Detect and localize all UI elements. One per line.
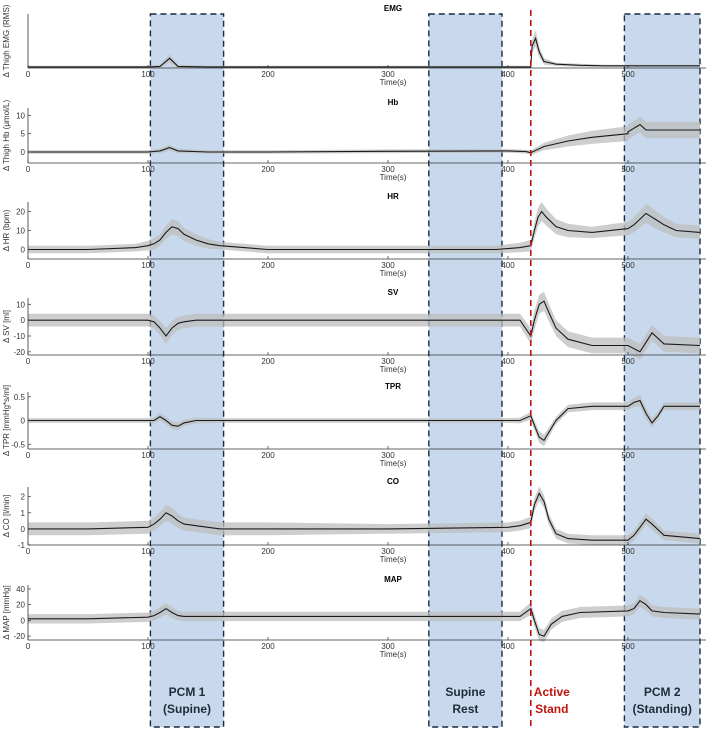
hb-ytick-label: 5 xyxy=(20,129,25,139)
map-ytick-label: 0 xyxy=(20,616,25,626)
hb-xtick-label: 0 xyxy=(25,165,31,174)
panel-hb xyxy=(2,98,706,182)
map-title: MAP xyxy=(384,575,402,584)
active-stand-label-line2: Stand xyxy=(535,702,569,716)
emg-ylabel: Δ Thigh EMG (RMS) xyxy=(2,4,11,78)
emg-xtick-label: 400 xyxy=(501,70,515,79)
emg-title: EMG xyxy=(383,4,403,13)
hr-xlabel: Time(s) xyxy=(379,269,407,278)
supine-rest-label-line1: Supine xyxy=(445,685,486,699)
co-ytick-label: 0 xyxy=(20,524,25,534)
panel-tpr xyxy=(2,382,706,468)
hb-xtick-label: 500 xyxy=(621,165,635,174)
pcm2-label-line1: PCM 2 xyxy=(643,685,681,699)
emg-xtick-label: 0 xyxy=(25,70,31,79)
co-ytick-label: -1 xyxy=(17,541,25,550)
hr-ylabel: Δ HR (bpm) xyxy=(2,209,11,252)
co-xlabel: Time(s) xyxy=(379,555,407,564)
emg-xlabel: Time(s) xyxy=(379,78,407,87)
emg-sd-area xyxy=(28,30,700,68)
map-ytick-label: -20 xyxy=(13,632,25,642)
tpr-xtick-label: 400 xyxy=(501,451,515,460)
tpr-xtick-label: 300 xyxy=(381,451,395,460)
co-xtick-label: 0 xyxy=(25,547,31,556)
hb-sd-area xyxy=(28,116,700,154)
sv-sd-area xyxy=(28,292,700,360)
sv-ylabel: Δ SV [ml] xyxy=(2,310,11,343)
map-ytick-label: 40 xyxy=(16,584,25,594)
sv-xtick-label: 300 xyxy=(381,357,395,366)
pcm1-label-line1: PCM 1 xyxy=(168,685,206,699)
tpr-xtick-label: 100 xyxy=(141,451,155,460)
tpr-xlabel: Time(s) xyxy=(379,459,407,468)
tpr-ytick-label: -0.5 xyxy=(11,440,25,450)
hb-ylabel: Δ Thigh Hb (μmol/L) xyxy=(2,99,11,172)
co-ylabel: Δ CO [l/min] xyxy=(2,494,11,538)
hb-ytick-label: 10 xyxy=(16,111,25,121)
panel-co xyxy=(2,477,706,564)
hr-xtick-label: 200 xyxy=(261,261,275,270)
emg-xtick-label: 500 xyxy=(621,70,635,79)
sv-title: SV xyxy=(387,288,399,297)
emg-xtick-label: 200 xyxy=(261,70,275,79)
hr-ytick-label: 10 xyxy=(16,226,25,236)
panel-hr xyxy=(2,192,706,278)
sv-ytick-label: -10 xyxy=(13,332,25,341)
sv-xtick-label: 400 xyxy=(501,357,515,366)
hr-xtick-label: 500 xyxy=(621,261,635,270)
map-xtick-label: 400 xyxy=(501,642,515,651)
period-labels xyxy=(163,685,692,716)
emg-xtick-label: 100 xyxy=(141,70,155,79)
hb-xlabel: Time(s) xyxy=(379,173,407,182)
map-xtick-label: 300 xyxy=(381,642,395,651)
map-sd-area xyxy=(28,594,700,642)
hr-xtick-label: 100 xyxy=(141,261,155,270)
hr-xtick-label: 300 xyxy=(381,261,395,270)
co-xtick-label: 200 xyxy=(261,547,275,556)
co-ytick-label: 2 xyxy=(20,492,25,502)
tpr-xtick-label: 200 xyxy=(261,451,275,460)
sv-ytick-label: -20 xyxy=(13,347,25,357)
sv-ytick-label: 0 xyxy=(20,316,25,326)
map-xtick-label: 500 xyxy=(621,642,635,651)
sv-xtick-label: 200 xyxy=(261,357,275,366)
tpr-ytick-label: 0.5 xyxy=(13,392,25,402)
hr-ytick-label: 0 xyxy=(20,245,25,255)
sv-xlabel: Time(s) xyxy=(379,365,407,374)
tpr-mean-line xyxy=(28,401,700,441)
tpr-title: TPR xyxy=(385,382,401,391)
sv-xtick-label: 100 xyxy=(141,357,155,366)
active-stand-label-line1: Active xyxy=(533,685,570,699)
co-xtick-label: 300 xyxy=(381,547,395,556)
map-xtick-label: 100 xyxy=(141,642,155,651)
hb-xtick-label: 300 xyxy=(381,165,395,174)
panel-sv xyxy=(2,288,706,374)
hr-xtick-label: 400 xyxy=(501,261,515,270)
hb-xtick-label: 100 xyxy=(141,165,155,174)
tpr-ytick-label: 0 xyxy=(20,416,25,426)
map-xtick-label: 200 xyxy=(261,642,275,651)
hb-ytick-label: 0 xyxy=(20,148,25,157)
co-xtick-label: 400 xyxy=(501,547,515,556)
map-ylabel: Δ MAP [mmHg] xyxy=(2,585,11,640)
hr-ytick-label: 20 xyxy=(16,207,25,217)
panels xyxy=(2,4,706,659)
co-xtick-label: 100 xyxy=(141,547,155,556)
co-xtick-label: 500 xyxy=(621,547,635,556)
sv-ytick-label: 10 xyxy=(16,300,25,310)
tpr-xtick-label: 500 xyxy=(621,451,635,460)
co-title: CO xyxy=(387,477,399,486)
map-xtick-label: 0 xyxy=(25,642,31,651)
emg-xtick-label: 300 xyxy=(381,70,395,79)
panel-emg xyxy=(2,4,706,87)
sv-xtick-label: 500 xyxy=(621,357,635,366)
sv-xtick-label: 0 xyxy=(25,357,31,366)
emg-mean-line xyxy=(28,38,700,67)
co-ytick-label: 1 xyxy=(20,508,25,518)
hb-xtick-label: 200 xyxy=(261,165,275,174)
hb-title: Hb xyxy=(387,98,399,107)
pcm1-label-line2: (Supine) xyxy=(163,702,211,716)
tpr-ylabel: Δ TPR [mmHg*s/ml] xyxy=(2,384,11,457)
panel-map xyxy=(2,575,706,659)
hb-xtick-label: 400 xyxy=(501,165,515,174)
hr-xtick-label: 0 xyxy=(25,261,31,270)
pcm2-label-line2: (Standing) xyxy=(632,702,692,716)
map-xlabel: Time(s) xyxy=(379,650,407,659)
supine-rest-label-line2: Rest xyxy=(452,702,479,716)
tpr-xtick-label: 0 xyxy=(25,451,31,460)
hr-sd-area xyxy=(28,202,700,253)
co-sd-area xyxy=(28,486,700,545)
map-ytick-label: 20 xyxy=(16,600,25,610)
hr-title: HR xyxy=(387,192,399,201)
